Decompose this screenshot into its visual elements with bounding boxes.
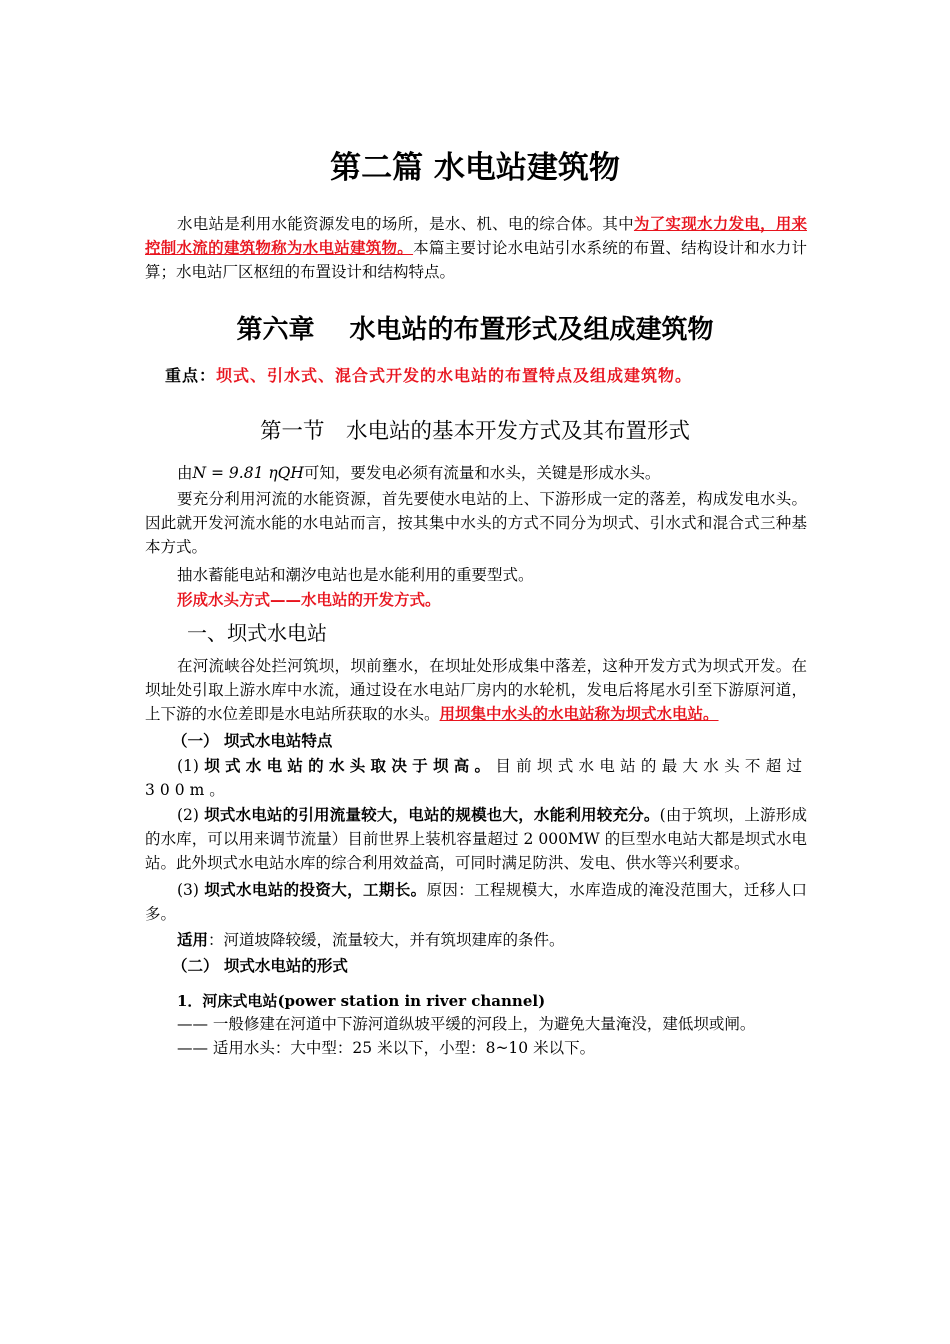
feature-2-num: (2)	[177, 806, 205, 824]
intro-text-b: 本篇主要讨论水电站引水系统的布置、结构设计和水力计算；水电站厂区枢纽的布置设计和结构特点。	[145, 239, 807, 281]
feature-3-bold: 坝式水电站的投资大，工期长。	[204, 880, 427, 899]
heading-dam-station: 一、坝式水电站	[187, 621, 327, 645]
page-title: 第二篇 水电站建筑物	[330, 150, 620, 186]
feature-1-bold: 坝式水电站的水头取决于坝高。	[204, 756, 496, 775]
keypoint-label: 重点：	[165, 366, 217, 385]
paragraph-pumped-storage: 抽水蓄能电站和潮汐电站也是水能利用的重要型式。	[177, 566, 534, 584]
keypoint-text: 坝式、引水式、混合式开发的水电站的布置特点及组成建筑物。	[216, 366, 693, 385]
feature-1-rest: 目前坝式水电站的最大水头不超过300m。	[145, 757, 807, 799]
dash-line-2: —— 适用水头：大中型：25 米以下，小型：8~10 米以下。	[177, 1039, 596, 1057]
applicability-label: 适用	[177, 930, 209, 949]
applicability-line	[145, 928, 807, 952]
feature-2	[145, 803, 807, 875]
paragraph-head-formation: 要充分利用河流的水能资源，首先要使水电站的上、下游形成一定的落差，构成发电水头。因此就开发河流水能的水电站而言，按其集中水头的方式不同分为坝式、引水式和混合式三种基本方式。	[145, 490, 807, 556]
red-note: 形成水头方式——水电站的开发方式。	[177, 591, 441, 609]
dam-text: 在河流峡谷处拦河筑坝，坝前壅水，在坝址处形成集中落差，这种开发方式为坝式开发。在坝址处引取上游水库中水流，通过设在水电站厂房内的水轮机，发电后将尾水引至下游原河道，上下游的水位差即是水电站所获取的水头。	[145, 657, 807, 723]
feature-2-rest: (由于筑坝，上游形成的水库，可以用来调节流量）目前世界上装机容量超过 2 000MW 的巨型水电站大都是坝式水电站。此外坝式水电站水库的综合利用效益高，可同时满足防洪、发电、供水等兴利要求。	[145, 806, 807, 872]
dam-highlight: 用坝集中水头的水电站称为坝式水电站。	[439, 704, 719, 723]
chapter-heading: 第六章 水电站的布置形式及组成建筑物	[236, 315, 714, 345]
feature-3	[145, 878, 807, 926]
applicability-text: ：河道坡降较缓，流量较大，并有筑坝建库的条件。	[208, 931, 565, 949]
dash-line-1: —— 一般修建在河道中下游河道纵坡平缓的河段上，为避免大量淹没，建低坝或闸。	[177, 1015, 756, 1033]
formula-line	[145, 461, 807, 485]
formula-pre: 由	[177, 464, 193, 482]
paragraph-dam-intro	[145, 654, 807, 726]
formula-expression: N = 9.81 ηQH	[192, 464, 304, 482]
feature-1-num: (1)	[177, 757, 205, 775]
intro-text-a: 水电站是利用水能资源发电的场所，是水、机、电的综合体。其中	[177, 215, 634, 233]
keypoint-line	[165, 364, 827, 388]
subheading-features: （一） 坝式水电站特点	[172, 731, 333, 750]
feature-2-bold: 坝式水电站的引用流量较大，电站的规模也大，水能利用较充分。	[204, 805, 660, 824]
feature-3-num: (3)	[177, 881, 205, 899]
subheading-forms: （二） 坝式水电站的形式	[172, 956, 348, 975]
item-river-channel: 1．河床式电站(power station in river channel)	[177, 992, 546, 1010]
feature-3-rest: 原因：工程规模大，水库造成的淹没范围大，迁移人口多。	[145, 881, 807, 923]
intro-paragraph	[145, 212, 807, 284]
intro-highlight: 为了实现水力发电，用来控制水流的建筑物称为水电站建筑物。	[145, 214, 807, 257]
formula-post: 可知，要发电必须有流量和水头，关键是形成水头。	[303, 464, 661, 482]
section-heading: 第一节 水电站的基本开发方式及其布置形式	[259, 419, 690, 444]
feature-1	[145, 754, 807, 802]
